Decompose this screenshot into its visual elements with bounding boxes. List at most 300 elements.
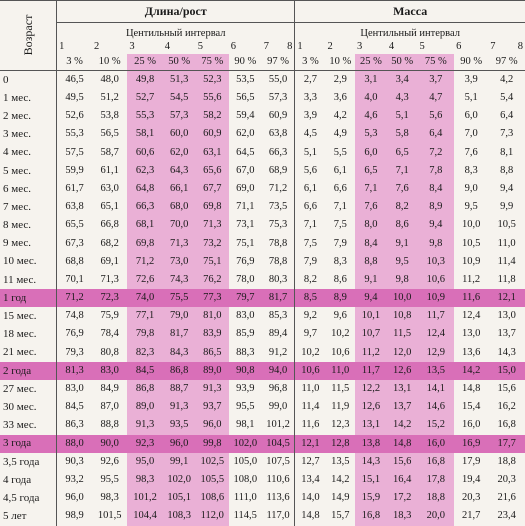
length-value-cell: 94,0 [262,362,295,380]
length-value-cell: 69,0 [236,182,255,194]
age-cell: 10 мес. [0,253,57,271]
length-value-cell: 83,0 [92,362,127,380]
mass-value-cell: 10,5 [497,219,516,231]
mass-value-cell: 4,9 [333,128,347,140]
column-number: 2 [93,41,100,52]
mass-value-cell: 14,2 [454,362,488,380]
age-cell: 11 мес. [0,271,57,289]
length-value-cell: 105,0 [233,455,258,467]
mass-value-cell: 9,7 [295,326,326,344]
length-value-cell: 75,5 [163,289,196,307]
mass-value-cell: 14,3 [355,453,387,471]
mass-value-cell: 4,0 [355,89,387,107]
length-value-cell: 48,0 [100,73,119,85]
length-value-cell: 66,3 [127,198,162,216]
mass-value-cell: 19,4 [461,473,481,485]
mass-value-cell: 13,0 [461,328,481,340]
length-value-cell: 93,2 [65,473,84,485]
length-value-cell: 86,5 [196,344,229,362]
mass-value-cell: 15,2 [418,417,455,435]
percentile-header: 90 % [229,54,262,71]
length-value-cell: 114,5 [233,510,257,522]
length-value-cell: 85,3 [268,310,288,322]
mass-value-cell: 18,3 [387,508,418,526]
column-number-cell [295,41,326,54]
length-value-cell: 88,7 [163,380,196,398]
length-value-cell: 102,0 [229,435,262,453]
mass-value-cell: 21,6 [497,492,516,504]
length-value-cell: 81,3 [57,362,92,380]
length-value-cell: 98,3 [127,471,162,489]
length-value-cell: 88,3 [236,346,255,358]
table-row [0,107,525,125]
mass-value-cell: 5,6 [295,162,326,180]
length-value-cell: 93,7 [196,398,229,416]
mass-value-cell: 6,4 [500,110,514,122]
length-value-cell: 105,1 [163,489,196,507]
mass-value-cell: 4,5 [295,126,326,144]
length-value-cell: 73,5 [268,201,288,213]
column-number: 8 [287,41,293,52]
length-value-cell: 55,3 [127,107,162,125]
length-value-cell: 95,0 [127,453,162,471]
mass-value-cell: 13,1 [387,380,418,398]
age-cell: 9 мес. [0,235,57,253]
mass-value-cell: 8,2 [387,198,418,216]
mass-value-cell: 10,9 [461,255,481,267]
mass-value-cell: 14,8 [461,383,481,395]
mass-value-cell: 3,7 [418,71,455,90]
mass-value-cell: 15,4 [461,401,481,413]
mass-value-cell: 10,6 [418,271,455,289]
age-cell: 8 мес. [0,217,57,235]
length-value-cell: 108,0 [233,473,258,485]
age-cell: 30 мес. [0,398,57,416]
table-row [0,326,525,344]
length-value-cell: 71,2 [127,253,162,271]
mass-value-cell: 8,9 [326,289,355,307]
mass-value-cell: 14,2 [331,473,350,485]
length-value-cell: 55,6 [196,89,229,107]
length-value-cell: 98,9 [65,510,84,522]
length-value-cell: 59,4 [236,110,255,122]
mass-value-cell: 7,2 [418,144,455,162]
mass-value-cell: 10,5 [461,237,481,249]
length-value-cell: 54,5 [163,89,196,107]
mass-value-cell: 10,8 [387,307,418,325]
mass-value-cell: 14,8 [295,508,326,526]
length-value-cell: 78,4 [100,328,119,340]
mass-value-cell: 12,2 [355,380,387,398]
mass-value-cell: 4,3 [387,89,418,107]
table-row [0,198,525,216]
age-cell: 4 года [0,471,57,489]
length-value-cell: 107,5 [266,455,290,467]
mass-value-cell: 6,1 [295,180,326,198]
table-row [0,344,525,362]
length-value-cell: 63,1 [196,144,229,162]
mass-value-cell: 11,9 [331,401,350,413]
length-value-cell: 71,3 [196,217,229,235]
length-value-cell: 83,0 [65,383,84,395]
length-value-cell: 81,0 [196,307,229,325]
length-value-cell: 87,0 [100,401,119,413]
length-value-cell: 91,3 [196,380,229,398]
mass-value-cell: 16,9 [454,435,488,453]
length-value-cell: 78,8 [268,237,288,249]
length-value-cell: 84,9 [100,383,119,395]
column-number: 4 [388,41,395,52]
mass-value-cell: 13,7 [497,328,516,340]
mass-value-cell: 9,2 [295,307,326,325]
length-value-cell: 71,3 [100,273,119,285]
mass-value-cell: 3,3 [295,89,326,107]
length-value-cell: 81,7 [262,289,295,307]
mass-value-cell: 9,0 [464,182,478,194]
mass-value-cell: 17,8 [418,471,455,489]
length-value-cell: 90,0 [92,435,127,453]
mass-value-cell: 8,3 [333,255,347,267]
length-value-cell: 66,8 [100,219,119,231]
length-value-cell: 98,1 [236,419,255,431]
length-value-cell: 101,5 [97,510,122,522]
length-value-cell: 78,0 [236,273,255,285]
mass-value-cell: 14,9 [331,492,350,504]
length-value-cell: 96,0 [196,417,229,435]
percentile-header: 10 % [92,54,127,71]
length-value-cell: 57,5 [65,146,84,158]
length-value-cell: 74,8 [65,310,84,322]
length-value-cell: 76,2 [196,271,229,289]
column-number: 7 [490,41,496,52]
length-value-cell: 101,2 [266,419,290,431]
mass-value-cell: 5,4 [500,92,514,104]
percentile-header: 25 % [355,54,387,71]
length-group-header: Длина/рост [57,0,295,23]
column-number: 5 [419,41,425,52]
mass-value-cell: 6,0 [355,144,387,162]
length-value-cell: 77,3 [196,289,229,307]
mass-value-cell: 18,8 [497,455,516,467]
mass-value-cell: 8,6 [333,273,347,285]
percentile-header: 50 % [387,54,418,71]
mass-value-cell: 6,1 [333,164,347,176]
length-value-cell: 113,6 [266,492,290,504]
age-cell: 5 лет [0,508,57,526]
length-value-cell: 65,5 [65,219,84,231]
length-value-cell: 60,9 [268,110,288,122]
length-value-cell: 112,0 [196,508,229,526]
mass-value-cell: 17,9 [461,455,481,467]
percentile-header: 3 % [295,54,326,71]
table-row [0,417,525,435]
length-value-cell: 93,5 [163,417,196,435]
column-number: 3 [129,41,135,52]
mass-value-cell: 11,5 [331,383,350,395]
mass-value-cell: 3,9 [295,107,326,125]
mass-value-cell: 13,5 [331,455,350,467]
percentile-header: 97 % [262,54,295,71]
column-number: 5 [197,41,203,52]
mass-value-cell: 9,6 [333,310,347,322]
mass-value-cell: 7,3 [500,128,514,140]
length-value-cell: 57,3 [268,92,288,104]
mass-value-cell: 10,0 [461,219,481,231]
mass-value-cell: 9,4 [418,217,455,235]
mass-value-cell: 3,1 [355,71,387,90]
mass-value-cell: 12,7 [295,453,326,471]
length-value-cell: 79,3 [65,346,84,358]
mass-value-cell: 9,1 [355,271,387,289]
mass-value-cell: 14,0 [295,489,326,507]
length-value-cell: 108,3 [163,508,196,526]
column-number-cell [488,41,525,54]
table-row [0,380,525,398]
mass-value-cell: 13,8 [355,435,387,453]
mass-value-cell: 12,6 [355,398,387,416]
table-row [0,235,525,253]
age-cell: 3,5 года [0,453,57,471]
mass-value-cell: 16,0 [461,419,481,431]
age-cell: 7 мес. [0,198,57,216]
percentile-row [0,54,525,71]
mass-value-cell: 9,4 [355,289,387,307]
length-value-cell: 68,0 [163,198,196,216]
length-value-cell: 93,9 [236,383,255,395]
length-value-cell: 52,6 [65,110,84,122]
length-value-cell: 82,3 [127,344,162,362]
mass-value-cell: 11,2 [462,273,481,285]
length-value-cell: 108,6 [196,489,229,507]
column-number-cell [127,41,162,54]
length-value-cell: 92,6 [100,455,119,467]
length-value-cell: 91,3 [127,417,162,435]
mass-value-cell: 9,5 [464,201,478,213]
length-value-cell: 73,1 [236,219,255,231]
mass-value-cell: 5,1 [295,144,326,162]
mass-value-cell: 3,6 [333,92,347,104]
column-number-cell [262,41,295,54]
mass-value-cell: 10,7 [355,326,387,344]
length-value-cell: 71,2 [268,182,288,194]
mass-value-cell: 9,5 [387,253,418,271]
column-number-cell [92,41,127,54]
column-number-cell [355,41,387,54]
mass-value-cell: 12,3 [331,419,350,431]
table-row [0,453,525,471]
length-value-cell: 88,0 [57,435,92,453]
mass-value-cell: 17,2 [387,489,418,507]
length-value-cell: 96,0 [163,435,196,453]
length-value-cell: 91,3 [163,398,196,416]
mass-value-cell: 15,9 [355,489,387,507]
length-value-cell: 61,7 [65,182,84,194]
mass-value-cell: 7,1 [355,180,387,198]
length-value-cell: 111,0 [233,492,257,504]
column-number: 3 [357,41,363,52]
mass-value-cell: 5,1 [387,107,418,125]
length-value-cell: 69,1 [100,255,119,267]
mass-value-cell: 11,6 [295,417,326,435]
length-value-cell: 88,8 [100,419,119,431]
length-value-cell: 55,0 [268,73,288,85]
length-value-cell: 79,7 [229,289,262,307]
age-cell: 33 мес. [0,417,57,435]
mass-centile-interval-label: Центильный интервал [295,23,525,42]
mass-value-cell: 6,0 [464,110,478,122]
age-cell: 5 мес. [0,162,57,180]
length-value-cell: 84,3 [163,344,196,362]
length-value-cell: 83,0 [236,310,255,322]
length-value-cell: 64,3 [163,162,196,180]
column-number: 2 [327,41,333,52]
length-value-cell: 68,1 [127,217,162,235]
length-value-cell: 86,8 [127,380,162,398]
mass-value-cell: 16,8 [418,453,455,471]
mass-value-cell: 20,0 [418,508,455,526]
mass-value-cell: 12,1 [488,289,525,307]
mass-value-cell: 5,8 [387,126,418,144]
mass-value-cell: 12,4 [418,326,455,344]
mass-value-cell: 9,1 [387,235,418,253]
column-number: 1 [297,41,303,52]
table-row [0,180,525,198]
column-number: 6 [230,41,237,52]
length-value-cell: 85,9 [236,328,255,340]
length-value-cell: 53,5 [236,73,255,85]
mass-value-cell: 8,0 [355,217,387,235]
column-number: 7 [263,41,270,52]
column-number-cell [387,41,418,54]
percentile-header: 75 % [196,54,229,71]
mass-value-cell: 3,4 [387,71,418,90]
length-centile-interval-label: Центильный интервал [125,27,226,39]
length-value-cell: 52,7 [127,89,162,107]
length-value-cell: 62,3 [127,162,162,180]
mass-value-cell: 20,3 [497,473,516,485]
mass-value-cell: 9,9 [500,201,514,213]
mass-value-cell: 12,0 [387,344,418,362]
age-cell: 3 мес. [0,126,57,144]
length-value-cell: 73,0 [163,253,196,271]
length-value-cell: 63,8 [268,128,288,140]
age-cell: 1 год [0,289,57,307]
mass-value-cell: 6,6 [333,182,347,194]
mass-value-cell: 7,6 [387,180,418,198]
table-row [0,144,525,162]
table-row [0,271,525,289]
mass-value-cell: 17,7 [488,435,525,453]
mass-group-header: Масса [295,0,525,23]
column-number-row [0,41,525,54]
length-value-cell: 52,3 [196,71,229,90]
column-number-cell [454,41,488,54]
length-value-cell: 68,8 [65,255,84,267]
length-value-cell: 84,5 [127,362,162,380]
length-value-cell: 73,2 [196,235,229,253]
mass-value-cell: 14,6 [418,398,455,416]
mass-value-cell: 15,6 [387,453,418,471]
length-value-cell: 89,0 [127,398,162,416]
length-value-cell: 66,3 [268,146,288,158]
mass-value-cell: 11,7 [418,307,455,325]
table-row [0,71,525,90]
mass-value-cell: 11,0 [497,237,516,249]
column-number: 4 [164,41,170,52]
mass-value-cell: 15,1 [355,471,387,489]
mass-value-cell: 9,8 [418,235,455,253]
length-value-cell: 81,7 [163,326,196,344]
age-cell: 18 мес. [0,326,57,344]
length-value-cell: 104,5 [262,435,295,453]
mass-value-cell: 6,5 [355,162,387,180]
table-row [0,307,525,325]
mass-value-cell: 8,8 [500,164,514,176]
length-value-cell: 77,1 [127,307,162,325]
length-value-cell: 69,8 [127,235,162,253]
mass-value-cell: 11,0 [326,362,355,380]
mass-value-cell: 2,7 [295,71,326,90]
length-value-cell: 102,5 [196,453,229,471]
column-number: 6 [456,41,462,52]
column-number-cell [163,41,196,54]
mass-value-cell: 4,7 [418,89,455,107]
length-value-cell: 74,3 [163,271,196,289]
table-row [0,508,525,526]
length-value-cell: 69,8 [196,198,229,216]
length-value-cell: 67,7 [196,180,229,198]
mass-value-cell: 4,6 [355,107,387,125]
mass-value-cell: 16,2 [497,401,516,413]
length-value-cell: 84,5 [65,401,84,413]
age-cell: 27 мес. [0,380,57,398]
length-value-cell: 71,2 [57,289,92,307]
mass-value-cell: 4,2 [500,73,514,85]
mass-value-cell: 13,0 [497,310,516,322]
length-value-cell: 49,5 [65,92,84,104]
mass-value-cell: 6,6 [295,198,326,216]
mass-value-cell: 11,2 [355,344,387,362]
mass-value-cell: 13,5 [418,362,455,380]
mass-value-cell: 7,0 [464,128,478,140]
mass-value-cell: 15,0 [488,362,525,380]
mass-value-cell: 10,6 [295,362,326,380]
length-value-cell: 79,0 [163,307,196,325]
length-value-cell: 92,3 [127,435,162,453]
length-value-cell: 105,5 [196,471,229,489]
mass-value-cell: 20,3 [461,492,481,504]
mass-value-cell: 10,3 [418,253,455,271]
mass-value-cell: 8,2 [295,271,326,289]
mass-value-cell: 5,5 [333,146,347,158]
mass-value-cell: 11,4 [497,255,516,267]
table-row [0,126,525,144]
mass-value-cell: 10,0 [387,289,418,307]
mass-value-cell: 13,7 [387,398,418,416]
table-row [0,253,525,271]
length-value-cell: 61,1 [100,164,119,176]
length-value-cell: 64,5 [236,146,255,158]
age-cell: 1 мес. [0,89,57,107]
length-value-cell: 86,3 [65,419,84,431]
mass-value-cell: 8,6 [387,217,418,235]
length-value-cell: 68,9 [268,164,288,176]
mass-value-cell: 14,3 [497,346,516,358]
length-value-cell: 89,0 [196,362,229,380]
mass-value-cell: 7,8 [418,162,455,180]
age-cell: 2 мес. [0,107,57,125]
length-value-cell: 99,1 [163,453,196,471]
